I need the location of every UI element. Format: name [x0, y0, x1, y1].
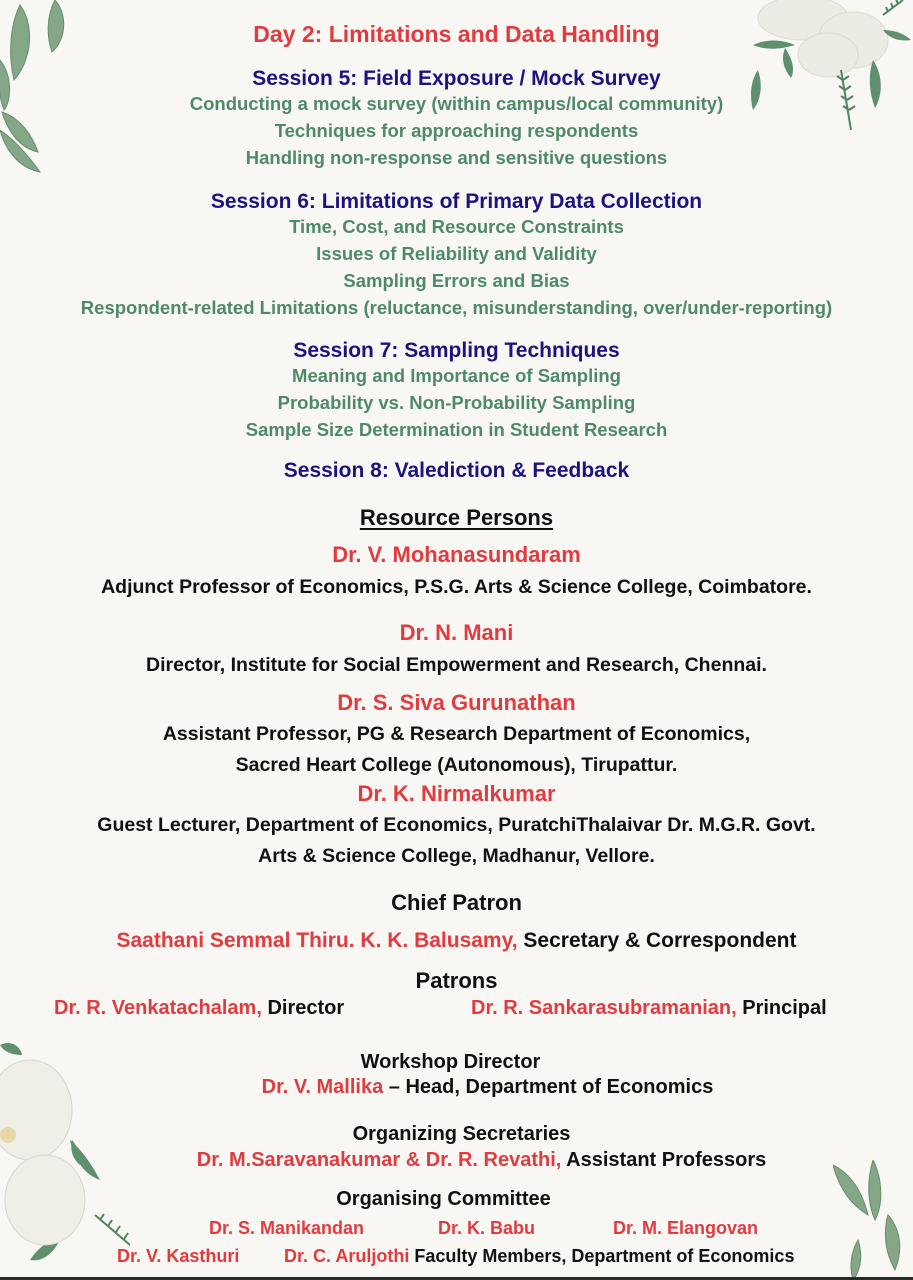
- organizing-secretaries-names: Dr. M.Saravanakumar & Dr. R. Revathi,: [196, 1149, 562, 1171]
- workshop-director-line: [31, 1076, 913, 1099]
- organising-committee-heading: Organising Committee: [336, 1188, 551, 1210]
- resource-person-desc: Director, Institute for Social Empowerment and Research, Chennai.: [146, 654, 767, 676]
- resource-person-desc: Adjunct Professor of Economics, P.S.G. Arts & Science College, Coimbatore.: [101, 576, 812, 598]
- chief-patron-line: [0, 929, 913, 953]
- resource-person-name: Dr. K. Nirmalkumar: [357, 781, 556, 806]
- workshop-director-role: – Head, Department of Economics: [388, 1076, 714, 1098]
- committee-member: Dr. S. Manikandan: [209, 1218, 365, 1238]
- session-7-topic: Sample Size Determination in Student Research: [245, 419, 668, 440]
- session-7-title: Session 7: Sampling Techniques: [293, 339, 620, 362]
- chief-patron-role: Secretary & Correspondent: [523, 929, 797, 952]
- organizing-secretaries-role: Assistant Professors: [566, 1149, 767, 1171]
- resource-person-desc: Arts & Science College, Madhanur, Vellore.: [258, 845, 655, 867]
- day-title: Day 2: Limitations and Data Handling: [253, 21, 660, 47]
- session-6-topic: Respondent-related Limitations (reluctance, misunderstanding, over/under-reporting): [80, 297, 833, 318]
- committee-role: Faculty Members, Department of Economics: [414, 1246, 795, 1266]
- chief-patron-name: Saathani Semmal Thiru. K. K. Balusamy,: [116, 929, 518, 952]
- committee-member: Dr. M. Elangovan: [613, 1218, 759, 1238]
- session-6-topic: Sampling Errors and Bias: [343, 270, 570, 291]
- committee-member: Dr. K. Babu: [438, 1218, 536, 1238]
- patron-role: Director: [267, 997, 345, 1019]
- patrons-heading: Patrons: [415, 968, 498, 993]
- patron-2: [471, 997, 827, 1020]
- patron-name: Dr. R. Venkatachalam,: [54, 997, 262, 1019]
- resource-person-name: Dr. V. Mohanasundaram: [332, 542, 581, 567]
- committee-row-2: [284, 1246, 794, 1267]
- patron-role: Principal: [742, 997, 827, 1019]
- session-5-topic: Techniques for approaching respondents: [274, 120, 639, 141]
- leaf-decoration-bottom-right-icon: [833, 1160, 913, 1280]
- session-6-title: Session 6: Limitations of Primary Data Collection: [210, 190, 703, 213]
- committee-member: Dr. V. Kasthuri: [117, 1246, 240, 1266]
- workshop-director-heading: Workshop Director: [360, 1051, 541, 1073]
- resource-person-name: Dr. S. Siva Gurunathan: [337, 690, 576, 715]
- resource-person-name: Dr. N. Mani: [399, 620, 514, 645]
- committee-member: Dr. C. Aruljothi: [284, 1246, 410, 1266]
- chief-patron-heading: Chief Patron: [391, 890, 522, 915]
- patron-name: Dr. R. Sankarasubramanian,: [471, 997, 737, 1019]
- organizing-secretaries-heading: Organizing Secretaries: [352, 1123, 571, 1145]
- session-6-topic: Issues of Reliability and Validity: [316, 243, 597, 264]
- resource-person-desc: Sacred Heart College (Autonomous), Tirupattur.: [235, 754, 678, 776]
- resource-persons-heading: Resource Persons: [359, 505, 554, 530]
- session-8-title: Session 8: Valediction & Feedback: [283, 459, 630, 482]
- workshop-director-name: Dr. V. Mallika: [261, 1076, 384, 1098]
- session-5-title: Session 5: Field Exposure / Mock Survey: [252, 67, 661, 90]
- organizing-secretaries-line: [25, 1149, 913, 1172]
- session-7-topic: Meaning and Importance of Sampling: [292, 365, 621, 386]
- resource-person-desc: Assistant Professor, PG & Research Department of Economics,: [162, 723, 751, 745]
- patron-1: [54, 997, 344, 1020]
- resource-person-desc: Guest Lecturer, Department of Economics, PuratchiThalaivar Dr. M.G.R. Govt.: [97, 814, 816, 836]
- session-6-topic: Time, Cost, and Resource Constraints: [289, 216, 624, 237]
- session-5-topic: Conducting a mock survey (within campus/local community): [189, 93, 724, 114]
- session-7-topic: Probability vs. Non-Probability Sampling: [277, 392, 636, 413]
- session-5-topic: Handling non-response and sensitive questions: [245, 147, 668, 168]
